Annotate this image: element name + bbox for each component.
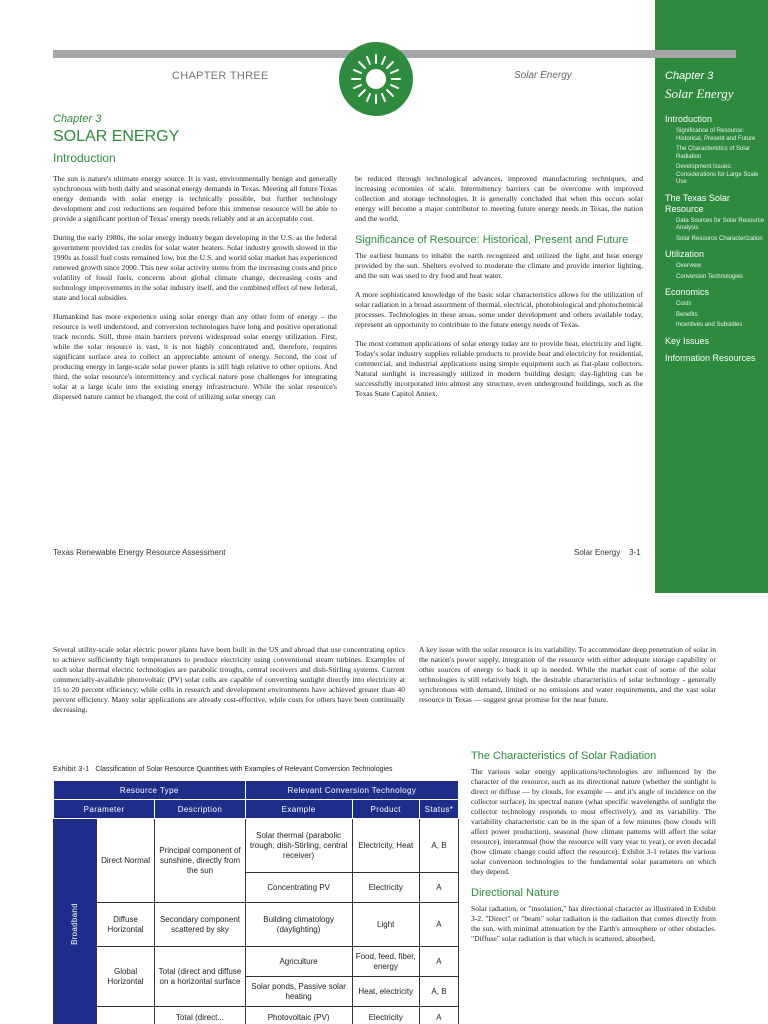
sidebar-subitem[interactable]: Solar Resource Characterization bbox=[676, 235, 763, 242]
table-cell: Solar ponds, Passive solar heating bbox=[245, 977, 352, 1007]
exhibit-title: Classification of Solar Resource Quantities with Examples of Relevant Conversion Technologies bbox=[95, 766, 393, 773]
paragraph: Humankind has more experience using solar energy than any other form of energy – the resource is well understood, and conversion technologies have long and positive operational track records. Still, three main barriers prevent widespread solar energy utilization. First, while the solar resource is vast, it is not highly concentrated and, therefore, requires significant surface area to collect an appreciable amount of energy. Second, the cost of producing energy in large-scale solar power plants is still high relative to other options. And third, the solar resource's intermittency and cyclical nature pose challenges for integrating solar at a large scale into the existing energy infrastructure. While the solar resource's dispersed nature cannot be changed, the cost of utilizing solar energy can bbox=[53, 312, 337, 401]
band-label: Broadband bbox=[69, 902, 79, 945]
table-band-cell bbox=[54, 819, 97, 1024]
page2-column-right-top bbox=[419, 645, 716, 714]
sidebar-subitem[interactable]: Development Issues: Considerations for Large Scale Use bbox=[676, 164, 759, 185]
table-cell: Building climatology (daylighting) bbox=[245, 903, 352, 947]
table-cell: Principal component of sunshine, directly from the sun bbox=[155, 819, 245, 903]
body-column-left bbox=[53, 174, 337, 411]
sidebar-subitem[interactable]: Costs bbox=[676, 301, 692, 307]
sidebar-subitem[interactable]: Overview bbox=[676, 263, 702, 269]
table-row bbox=[54, 903, 459, 947]
sidebar-subitem[interactable]: Conversion Technologies bbox=[676, 273, 743, 280]
table-cell: Direct Normal bbox=[96, 819, 154, 903]
table-cell: Light bbox=[352, 903, 419, 947]
paragraph: Several utility-scale solar electric power plants have been built in the US and abroad that use concentrating optics to achieve sufficiently high temperatures to produce electricity using conventional steam turbines. Examples of such solar thermal electric technologies are parabolic troughs, central receivers and dish-Stirling systems. Current commercially-available photovoltaic (PV) solar cells are capable of converting sunlight directly into electricity at 15 to 20 percent efficiency, while cells in research and development environments have achieved greater than 40 percent efficiency. Many solar applications are already cost-effective, while costs for others have been continually decreasing. bbox=[53, 645, 405, 714]
table-cell: A bbox=[419, 947, 458, 977]
table-header-parameter: Parameter bbox=[54, 800, 155, 819]
exhibit-caption bbox=[53, 766, 392, 773]
sidebar-nav bbox=[665, 108, 765, 364]
section-heading-significance: Significance of Resource: Historical, Present and Future bbox=[355, 234, 629, 246]
table-row bbox=[54, 819, 459, 873]
table-cell bbox=[96, 1007, 154, 1024]
paragraph: During the early 1980s, the solar energy industry began developing in the U.S. as the federal government provided tax credits for solar water heaters. Solar industry growth slowed in the 1990s as fossil fuel costs remained low, but the U.S. and world solar market has experienced renewed growth since 2000. This new solar activity stems from the increasing costs and price volatility of fossil fuels, concerns about global climate change, decreasing costs and technology improvements in the solar industry itself, and the combined effect of new federal, state and local subsidies. bbox=[53, 233, 337, 302]
sidebar-item[interactable]: Utilization bbox=[665, 249, 705, 259]
sidebar-subitem[interactable]: Incentives and Subsidies bbox=[676, 322, 743, 328]
section-heading-characteristics: The Characteristics of Solar Radiation bbox=[471, 750, 657, 762]
paragraph: The various solar energy applications/technologies are influenced by the character of the resource, such as its directional nature (whether the sunlight is direct or diffuse — by clouds, for example — and it's angle of incidence on the collector surface), its spectral nature (what specific wavelengths of sunlight the collector technology responds to most effectively), and its variability. The variability characteristic can be in the span of a few minutes (how clouds will affect power production), seasonal (how climate patterns will affect the solar resource), interannual (how the resource will vary year to year), or even decadal (how climate change could affect the resource). Exhibit 3-1 relates the various solar conversion technologies to the fundamental solar parameters on which they depend. bbox=[471, 767, 716, 876]
table-row bbox=[54, 1007, 459, 1024]
table-cell: Secondary component scattered by sky bbox=[155, 903, 245, 947]
table-cell: Electricity, Heat bbox=[352, 819, 419, 873]
paragraph: The most common applications of solar energy today are to provide heat, electricity and light. Today's solar industry supplies reliable products to provide heat and electricity for residential, commercial, and industrial applications using simple equipment such as flat-plate collectors. Natural sunlight is increasingly utilized in modern building design; day-lighting can be successfully incorporated into almost any structure, even underground buildings, such as the Texas State Capitol Annex. bbox=[355, 339, 643, 398]
exhibit-label: Exhibit 3-1 bbox=[53, 766, 90, 773]
table-header-status: Status* bbox=[419, 800, 458, 819]
table-cell: A bbox=[419, 1007, 458, 1024]
table-cell: Heat, electricity bbox=[352, 977, 419, 1007]
table-cell: Total (direct... bbox=[155, 1007, 245, 1024]
chapter-label: Chapter 3 bbox=[53, 113, 102, 125]
sidebar-item[interactable]: Economics bbox=[665, 287, 710, 297]
table-cell: Global Horizontal bbox=[96, 947, 154, 1007]
body-column-right bbox=[355, 174, 643, 408]
exhibit-table bbox=[53, 780, 459, 1024]
section-heading-directional: Directional Nature bbox=[471, 887, 560, 899]
table-cell: Diffuse Horizontal bbox=[96, 903, 154, 947]
paragraph: A more sophisticated knowledge of the basic solar characteristics allows for the utilization of solar radiation in a broad assortment of thermal, electrical, photobiological and photochemical processes. Technologies in these areas, some under development and others available today, represent an opportunity to contribute to the future energy needs of Texas. bbox=[355, 290, 643, 329]
sidebar-subitem[interactable]: Benefits bbox=[676, 311, 698, 318]
paragraph: be reduced through technological advances, improved manufacturing techniques, and increasing economies of scale. Intermittency barriers can be overcome with improved collection and storage technologies. It is generally concluded that when this occurs solar energy will become a major contributor to meeting future energy needs in Texas, the nation and the world. bbox=[355, 174, 643, 223]
table-cell: A, B bbox=[419, 819, 458, 873]
table-header-resource-type: Resource Type bbox=[54, 781, 246, 800]
table-header-description: Description bbox=[155, 800, 245, 819]
table-row bbox=[54, 947, 459, 977]
paragraph: A key issue with the solar resource is its variability. To accommodate deep penetration of solar in the nation's power supply, integration of the resource with either adequate storage capability or other sources of energy to back it up is needed. While the market cost of some of the solar technologies is still relatively high, the desirable characteristics of solar technology - generally synchronous with demand, limited or no emissions and water requirements, and the vast solar resource in Texas — suggest great promise for the near future. bbox=[419, 645, 716, 704]
sidebar-item[interactable]: Information Resources bbox=[665, 352, 756, 363]
table-cell: A, B bbox=[419, 977, 458, 1007]
paragraph: The sun is nature's ultimate energy source. It is vast, environmentally benign and generally synchronous with both daily and seasonal energy demands in Texas. Meeting all future Texas energy demands with solar energy is technically possible, but further technology development and cost reductions are required before this immense resource will be able to provide a significant portion of Texas' energy needs reliably and at an acceptable cost. bbox=[53, 174, 337, 223]
page2-column-left bbox=[53, 645, 405, 724]
sidebar-item[interactable]: Introduction bbox=[665, 114, 713, 124]
table-header-conversion-tech: Relevant Conversion Technology bbox=[245, 781, 458, 800]
table-cell: Food, feed, fiber, energy bbox=[352, 947, 419, 977]
footer-page-number: Solar Energy 3-1 bbox=[574, 548, 641, 557]
sidebar-subitem[interactable]: The Characteristics of Solar Radiation bbox=[676, 146, 751, 160]
sidebar-subitem[interactable]: Data Sources for Solar Resource Analysis bbox=[676, 217, 765, 231]
sun-logo-icon bbox=[338, 41, 414, 117]
sidebar-subitem[interactable]: Significance of Resource: Historical, Present and Future bbox=[676, 128, 756, 142]
table-cell: Agriculture bbox=[245, 947, 352, 977]
intro-heading: Introduction bbox=[53, 151, 116, 165]
table-cell: Electricity bbox=[352, 873, 419, 903]
table-cell: Electricity bbox=[352, 1007, 419, 1024]
chapter-sidebar bbox=[655, 0, 768, 593]
table-cell: Solar thermal (parabolic trough, dish-Stirling, central receiver) bbox=[245, 819, 352, 873]
sidebar-item[interactable]: The Texas Solar Resource bbox=[665, 192, 730, 214]
table-header-product: Product bbox=[352, 800, 419, 819]
footer-publication: Texas Renewable Energy Resource Assessment bbox=[53, 548, 226, 557]
sidebar-item[interactable]: Key Issues bbox=[665, 335, 710, 346]
table-cell: Concentrating PV bbox=[245, 873, 352, 903]
running-header-chapter: CHAPTER THREE bbox=[172, 70, 269, 82]
table-cell: A bbox=[419, 903, 458, 947]
table-cell: A bbox=[419, 873, 458, 903]
paragraph: Solar radiation, or "insolation," has directional character as illustrated in Exhibit 3-2. "Direct" or "beam" solar radiation is the radiation that comes directly from the sun, with minimal attenuation by the Earth's atmosphere or other obstacles. "Diffuse" solar radiation is that which is scattered, absorbed, bbox=[471, 904, 716, 943]
table-cell: Total (direct and diffuse on a horizontal surface bbox=[155, 947, 245, 1007]
running-header-section: Solar Energy bbox=[514, 70, 572, 81]
table-cell: Photovoltaic (PV) bbox=[245, 1007, 352, 1024]
sidebar-chapter-label: Chapter 3 bbox=[665, 70, 714, 82]
table-header-example: Example bbox=[245, 800, 352, 819]
sidebar-chapter-title: Solar Energy bbox=[665, 86, 734, 101]
paragraph: The earliest humans to inhabit the earth recognized and utilized the light and heat energy provided by the sun. Shelters evolved to moderate the climate and provide interior lighting, and the sun was used to dry food and heat water. bbox=[355, 251, 643, 280]
page2-column-right bbox=[471, 749, 716, 953]
chapter-title: SOLAR ENERGY bbox=[53, 128, 180, 145]
